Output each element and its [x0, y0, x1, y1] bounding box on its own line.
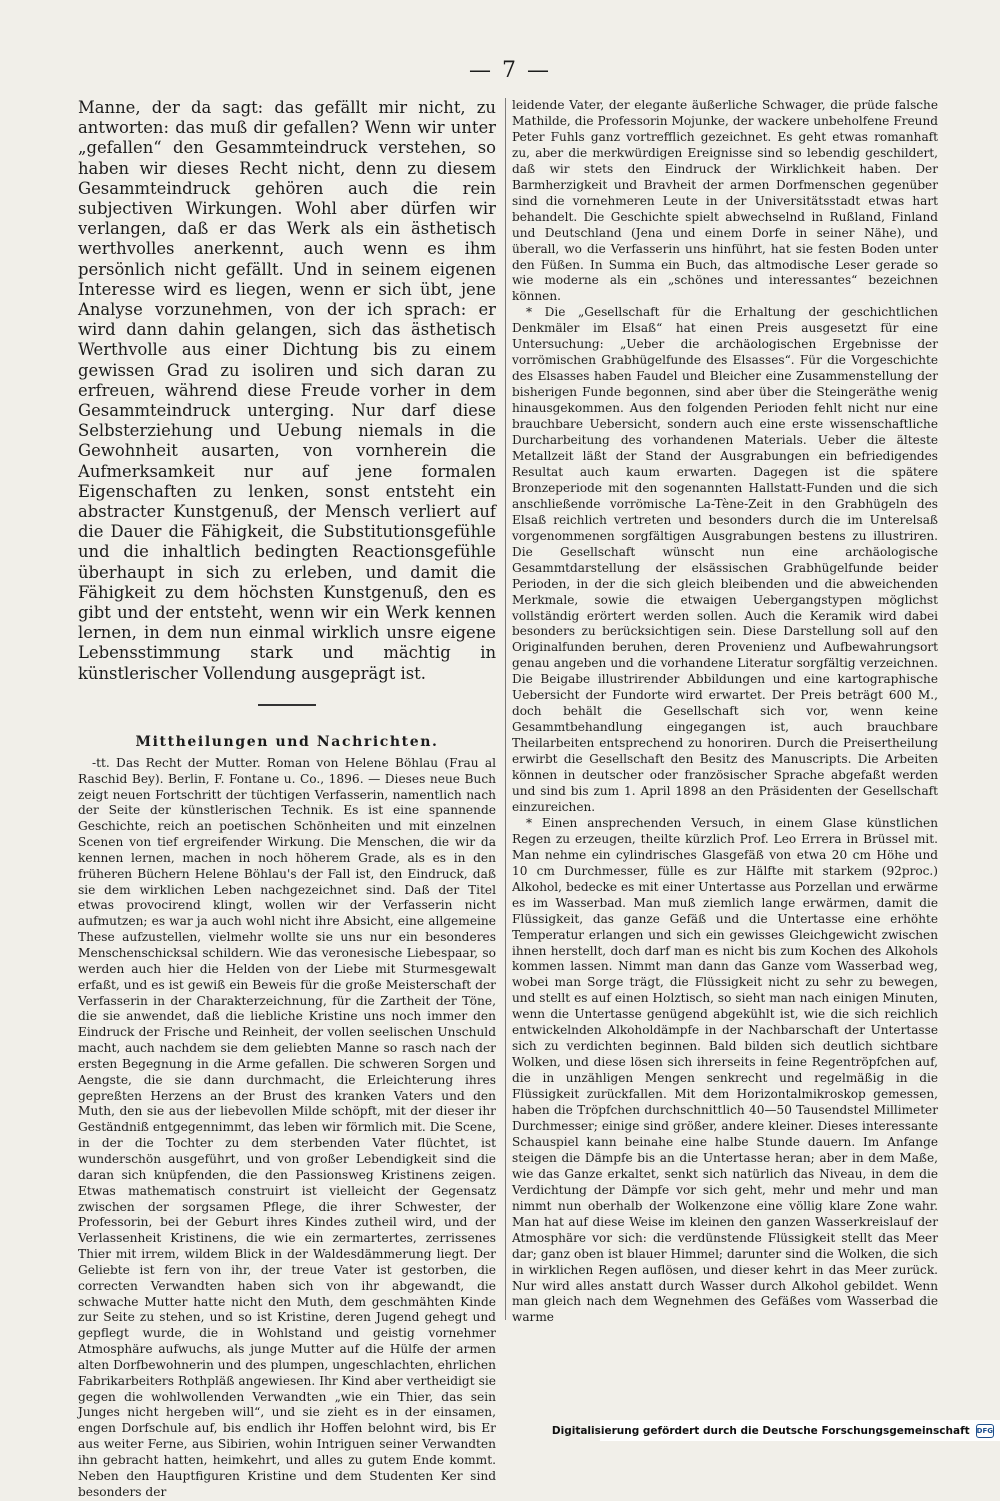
- section-heading: Mittheilungen und Nachrichten.: [135, 733, 439, 750]
- digitization-footer: [551, 1420, 1000, 1441]
- footer-credit-text: Digitalisierung gefördert durch die Deutsche Forschungsgemeinschaft: [551, 1424, 970, 1437]
- page-number: — 7 —: [469, 58, 551, 83]
- column-rule: [505, 98, 506, 1320]
- right-column: [512, 98, 938, 1324]
- dfg-logo-text: DFG: [976, 1426, 993, 1435]
- left-column: [78, 98, 496, 1499]
- section-divider: [258, 704, 316, 706]
- dfg-logo-icon: [976, 1424, 994, 1438]
- book-review-continuation: leidende Vater, der elegante äußerliche Schwager, die prüde falsche Mathilde, die Professorin Mojunke, der wackere unbeholfene Freund Peter Fuhls ganz vortrefflich gezeichnet. Es geht etwas romanhaft zu, aber die merkwürdigen Ereignisse sind so lebendig geschildert, daß wir stets den Eindruck der Wirklichkeit haben. Der Barmherzigkeit und Bravheit der armen Dorfmenschen gegenüber sind die vornehmeren Leute in der Universitätsstadt etwas hart behandelt. Die Geschichte spielt abwechselnd in Rußland, Finland und Deutschland (Jena und einem Dorfe in seiner Nähe), und überall, wo die Verfasserin uns hinführt, hat sie festen Boden unter den Füßen. In Summa ein Buch, das altmodische Leser gerade so wie moderne als ein „schönes und interessantes“ bezeichnen können.: [512, 98, 938, 304]
- artificial-rain-paragraph: * Einen ansprechenden Versuch, in einem Glase künstlichen Regen zu erzeugen, theilte kürzlich Prof. Leo Errera in Brüssel mit. Man nehme ein cylindrisches Glasgefäß von etwa 20 cm Höhe und 10 cm Durchmesser, fülle es zur Hälfte mit starkem (92proc.) Alkohol, bedecke es mit einer Untertasse aus Porzellan und erwärme es im Wasserbad. Man muß ziemlich lange erwärmen, damit die Flüssigkeit, das ganze Gefäß und die Untertasse eine erhöhte Temperatur erlangen und sich ein gewisses Gleichgewicht zwischen ihnen herstellt, doch darf man es nicht bis zum Kochen des Alkohols kommen lassen. Nimmt man dann das Ganze vom Wasserbad weg, wobei man Sorge trägt, die Flüssigkeit nicht zu sehr zu bewegen, und stellt es auf einen Holztisch, so sieht man nach einigen Minuten, wenn die Untertasse genügend abgekühlt ist, wie die sich reichlich entwickelnden Alkoholdämpfe in der Nachbarschaft der Untertasse sich zu verdichten beginnen. Bald bilden sich deutlich sichtbare Wolken, und diese lösen sich ihrerseits in feine Regentröpfchen auf, die in unzähligen Mengen senkrecht und regelmäßig in die Flüssigkeit zurückfallen. Mit dem Horizontalmikroskop gemessen, haben die Tröpfchen durchschnittlich 40—50 Tausendstel Millimeter Durchmesser; einige sind größer, andere kleiner. Dieses interessante Schauspiel kann beinahe eine halbe Stunde dauern. Im Anfange steigen die Dämpfe bis an die Untertasse heran; aber in dem Maße, wie das Ganze erkaltet, senkt sich natürlich das Niveau, in dem die Verdichtung der Dämpfe vor sich geht, mehr und mehr und man nimmt nun oberhalb der Wolkenzone eine völlig klare Zone wahr. Man hat auf diese Weise im kleinen den ganzen Wasserkreislauf der Atmosphäre vor sich: die verdünstende Flüssigkeit stellt das Meer dar; ganz oben ist blauer Himmel; darunter sind die Wolken, die sich in wirklichen Regen auflösen, und dieser kehrt in das Meer zurück. Nur wird alles anstatt durch Wasser durch Alkohol gebildet. Wenn man gleich nach dem Wegnehmen des Gefäßes vom Wasserbad die warme: [512, 815, 938, 1325]
- prize-notice-paragraph: * Die „Gesellschaft für die Erhaltung der geschichtlichen Denkmäler im Elsaß“ hat einen Preis ausgesetzt für eine Untersuchung: „Ueber die archäologischen Ergebnisse der vorrömischen Grabhügelfunde des Elsasses“. Für die Vorgeschichte des Elsasses haben Faudel und Bleicher eine Zusammenstellung der bisherigen Funde begonnen, sind aber über die Steingeräthe wenig hinausgekommen. Aus den folgenden Perioden fehlt nicht nur eine brauchbare Uebersicht, sondern auch eine erste wissenschaftliche Durcharbeitung des vorhandenen Materials. Ueber die älteste Metallzeit läßt der Stand der Ausgrabungen ein befriedigendes Resultat auch kaum erwarten. Dagegen ist die spätere Bronzeperiode mit den sogenannten Hallstatt-Funden und die sich anschließende vorrömische La-Tène-Zeit in den Grabhügeln des Elsaß reichlich vertreten und besonders durch die im Unterelsaß vorgenommenen sorgfältigen Ausgrabungen bestens zu illustriren. Die Gesellschaft wünscht nun eine archäologische Gesammtdarstellung der elsässischen Grabhügelfunde beider Perioden, in der die sich gleich bleibenden und die abweichenden Merkmale, sowie die etwaigen Uebergangstypen möglichst vollständig erörtert werden sollen. Auch die Keramik wird dabei besonders zu berücksichtigen sein. Diese Darstellung soll auf den Originalfunden beruhen, deren Provenienz und Aufbewahrungsort genau angeben und die vorhandene Literatur sorgfältig verzeichnen. Die Beigabe illustrirender Abbildungen und eine kartographische Uebersicht der Fundorte wird erwartet. Der Preis beträgt 600 M., doch behält die Gesellschaft sich vor, wenn keine Gesammtbehandlung eingegangen ist, auch brauchbare Theilarbeiten entsprechend zu honoriren. Durch die Preisertheilung erwirbt die Gesellschaft den Besitz des Manuscripts. Die Arbeiten können in deutscher oder französischer Sprache abgefaßt werden und sind bis zum 1. April 1898 an den Präsidenten der Gesellschaft einzureichen.: [512, 305, 938, 814]
- book-review-paragraph: -tt. Das Recht der Mutter. Roman von Helene Böhlau (Frau al Raschid Bey). Berlin, F. Fontane u. Co., 1896. — Dieses neue Buch zeigt neuen Fortschritt der tüchtigen Verfasserin, namentlich nach der Seite der künstlerischen Technik. Es ist eine spannende Geschichte, reich an poetischen Schönheiten und mit einzelnen Scenen von tief ergreifender Wirkung. Die Menschen, die wir da kennen lernen, machen in noch höherem Grade, als es in den früheren Büchern Helene Böhlau's der Fall ist, den Eindruck, daß sie dem wirklichen Leben nachgezeichnet sind. Daß der Titel etwas provocirend klingt, wollen wir der Verfasserin nicht aufmutzen; es war ja auch wohl nicht ihre Absicht, eine allgemeine These aufzustellen, vielmehr wollte sie uns nur ein besonderes Menschenschicksal schildern. Wie das veronesische Liebespaar, so werden auch hier die Helden von der Liebe mit Sturmesgewalt erfaßt, und es ist gewiß ein Beweis für die große Meisterschaft der Verfasserin in der Charakterzeichnung, für die Zartheit der Töne, die sie anwendet, daß die liebliche Kristine uns noch immer den Eindruck der Frische und Reinheit, der vollen seelischen Unschuld macht, auch nachdem sie dem geliebten Manne so rasch nach der ersten Begegnung in die Arme gefallen. Die schweren Sorgen und Aengste, die sie dann durchmacht, die Erleichterung ihres gepreßten Herzens an der Brust des kranken Vaters und den Muth, den sie aus der liebevollen Milde schöpft, mit der dieser ihr Geständniß entgegennimmt, das leben wir förmlich mit. Die Scene, in der die Tochter zu dem sterbenden Vater flüchtet, ist wunderschön ausgeführt, und von großer Lebendigkeit sind die daran sich knüpfenden, die den Passionsweg Kristinens zeigen. Etwas mathematisch construirt ist vielleicht der Gegensatz zwischen der sorgsamen Pflege, die ihrer Schwester, der Professorin, bei der Geburt ihres Kindes zutheil wird, und der Verlassenheit Kristinens, die wie ein zermartertes, zerrissenes Thier mit irrem, wildem Blick in der Waldesdämmerung liegt. Der Geliebte ist fern von ihr, der treue Vater ist gestorben, die correcten Verwandten haben sich von ihr abgewandt, die schwache Mutter hatte nicht den Muth, dem geschmähten Kinde zur Seite zu stehen, und so ist Kristine, deren Jugend gehegt und gepflegt wurde, die in Wohlstand und geistig vornehmer Atmosphäre aufwuchs, als junge Mutter auf die Hülfe der armen alten Dorfbewohnerin und des plumpen, ungeschlachten, ehrlichen Fabrikarbeiters Rothpläß angewiesen. Ihr Kind aber vertheidigt sie gegen die wohlwollenden Verwandten „wie ein Thier, das sein Junges nicht hergeben will“, und sie zieht es in der einsamen, engen Dorfschule auf, bis endlich ihr Hoffen belohnt wird, bis Er aus weiter Ferne, aus Sibirien, wohin Intriguen seiner Verwandten ihn gebracht hatten, heimkehrt, und alles zu gutem Ende kommt. Neben den Hauptfiguren Kristine und dem Studenten Ker sind besonders der: [78, 755, 496, 1499]
- essay-conclusion-paragraph: Manne, der da sagt: das gefällt mir nicht, zu antworten: das muß dir gefallen? Wenn wir unter „gefallen“ den Gesammteindruck verstehen, so haben wir dieses Recht nicht, denn zu diesem Gesammteindruck gehören auch die rein subjectiven Wirkungen. Wohl aber dürfen wir verlangen, daß er das Werk als ein ästhetisch werthvolles anerkennt, auch wenn es ihm persönlich nicht gefällt. Und in seinem eigenen Interesse wird es liegen, wenn er sich übt, jene Analyse vorzunehmen, von der ich sprach: er wird dann dahin gelangen, sich das ästhetisch Werthvolle aus einer Dichtung bis zu einem gewissen Grad zu isoliren und sich daran zu erfreuen, während diese Freude vorher in dem Gesammteindruck unterging. Nur darf diese Selbsterziehung und Uebung niemals in die Gewohnheit ausarten, von vornherein die Aufmerksamkeit nur auf jene formalen Eigenschaften zu lenken, sonst entsteht ein abstracter Kunstgenuß, der Mensch verliert auf die Dauer die Fähigkeit, die Substitutionsgefühle und die inhaltlich bedingten Reactionsgefühle überhaupt in sich zu erleben, und damit die Fähigkeit zu dem höchsten Kunstgenuß, den es gibt und der entsteht, wenn wir ein Werk kennen lernen, in dem nun einmal wirklich unsre eigene Lebensstimmung stark und mächtig in künstlerischer Vollendung ausgeprägt ist.: [78, 98, 496, 683]
